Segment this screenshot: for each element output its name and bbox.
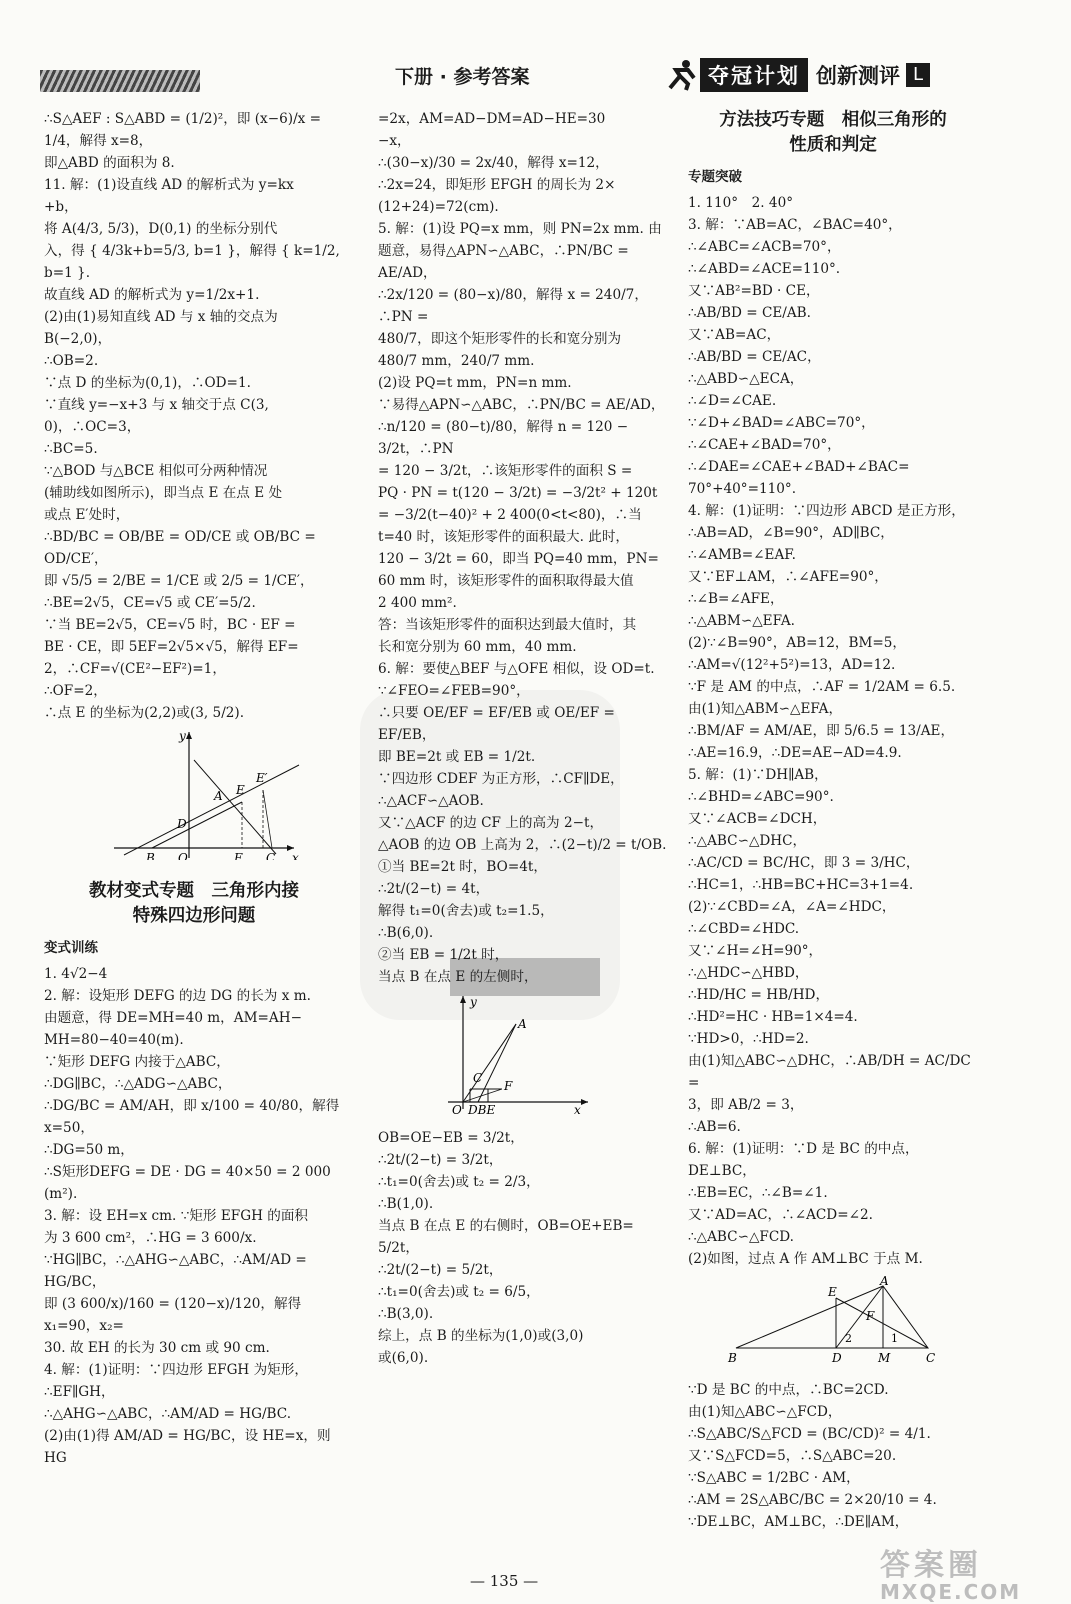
text-line: ∵HD>0，∴HD=2. xyxy=(688,1031,809,1047)
text-line: 3. 解：∵AB=AC，∠BAC=40°， xyxy=(688,217,902,233)
fig3-label-m: M xyxy=(878,1351,891,1365)
figure-1-coordinate-plot xyxy=(44,730,344,860)
text-line: 4. 解：(1)证明：∵四边形 ABCD 是正方形， xyxy=(688,503,965,519)
text-line: 70°+40°=110°. xyxy=(688,481,797,497)
text-line: 5. 解：(1)∵DH∥AB， xyxy=(688,767,828,783)
text-line: 当点 B 在点 E 的左侧时， xyxy=(378,969,538,985)
text-line: 11. 解：(1)设直线 AD 的解析式为 y=kx xyxy=(44,177,294,193)
text-line: ∴∠CBD=∠HDC. xyxy=(688,921,800,937)
text-line: 60 mm 时，该矩形零件的面积取得最大值 xyxy=(378,573,634,589)
text-line: ∴△AHG∽△ABC，∴AM/AD = HG/BC. xyxy=(44,1406,292,1422)
text-line: ∴AE=16.9，∴DE=AE−AD=4.9. xyxy=(688,745,902,761)
fig1-label-e: E xyxy=(236,783,245,797)
fig3-label-c: C xyxy=(926,1351,936,1365)
text-line: ∴(30−x)/30 = 2x/40，解得 x=12， xyxy=(378,155,609,171)
col2-text xyxy=(378,108,668,988)
text-line: ∴n/120 = (80−t)/80，解得 n = 120 − 3/2t，∴PN xyxy=(378,419,629,457)
text-line: ∴只要 OE/EF = EF/EB 或 OE/EF = EF/EB， xyxy=(378,705,615,743)
text-line: ∴AM=√(12²+5²)=13，AD=12. xyxy=(688,657,896,673)
text-line: ∴B(1,0). xyxy=(378,1196,434,1212)
text-line: ∴2t/(2−t) = 5/2t， xyxy=(378,1262,503,1278)
text-line: 综上，点 B 的坐标为(1,0)或(3,0) xyxy=(378,1328,584,1344)
text-line: ∵直线 y=−x+3 与 x 轴交于点 C(3, xyxy=(44,397,269,413)
col1-text-2 xyxy=(44,963,344,1469)
text-line: 又∵AB=AC， xyxy=(688,327,781,343)
text-line: 即 √5/5 = 2/BE = 1/CE 或 2/5 = 1/CE′， xyxy=(44,573,314,589)
text-line: 入，得 { 4/3k+b=5/3, b=1 }，解得 { k=1/2, b=1 }. xyxy=(44,243,340,281)
fig2-label-a: A xyxy=(518,1017,527,1031)
text-line: ∴B(3,0). xyxy=(378,1306,434,1322)
section-title-line-1: 方法技巧专题 相似三角形的 xyxy=(719,110,947,130)
fig1-label-d: D xyxy=(177,817,187,831)
text-line: 又∵∠ACB=∠DCH， xyxy=(688,811,827,827)
text-line: ∵△BOD 与△BCE 相似可分两种情况 xyxy=(44,463,268,479)
text-line: 即 BE=2t 或 EB = 1/2t. xyxy=(378,749,536,765)
fig2-label-y: y xyxy=(470,995,477,1009)
fig2-label-o: O xyxy=(452,1103,462,1114)
text-line: 6. 解：(1)证明：∵D 是 BC 的中点，DE⊥BC， xyxy=(688,1141,919,1179)
text-line: = 120 − 3/2t，∴该矩形零件的面积 S = xyxy=(378,463,633,479)
fig1-label-e-prime: E′ xyxy=(256,771,268,785)
text-line: 3. 解：设 EH=x cm. ∵矩形 EFGH 的面积 xyxy=(44,1208,309,1224)
col3-text-2 xyxy=(688,1379,978,1533)
text-line: ∵∠FEO=∠FEB=90°， xyxy=(378,683,530,699)
text-line: 480/7，即这个矩形零件的长和宽分别为 xyxy=(378,331,622,347)
fig2-label-c: C xyxy=(473,1071,483,1085)
text-line: ∴AM = 2S△ABC/BC = 2×20/10 = 4. xyxy=(688,1492,937,1508)
text-line: ①当 BE=2t 时，BO=4t， xyxy=(378,859,547,875)
fig1-label-o: O xyxy=(178,851,188,860)
site-watermark xyxy=(880,1540,1021,1604)
text-line: MH=80−40=40(m). xyxy=(44,1032,184,1048)
text-line: 又∵AD=AC，∴∠ACD=∠2. xyxy=(688,1207,873,1223)
text-line: ∵易得△APN∽△ABC，∴PN/BC = AE/AD， xyxy=(378,397,665,413)
text-line: ∴2x=24，即矩形 EFGH 的周长为 2× xyxy=(378,177,616,193)
text-line: ∵矩形 DEFG 内接于△ABC， xyxy=(44,1054,230,1070)
text-line: ∴2t/(2−t) = 3/2t， xyxy=(378,1152,503,1168)
fig1-label-f: F xyxy=(234,851,243,860)
text-line: 由题意，得 DE=MH=40 m，AM=AH− xyxy=(44,1010,302,1026)
text-line: 又∵AB²=BD · CE， xyxy=(688,283,820,299)
subheading-topic-breakthrough: 专题突破 xyxy=(688,169,742,185)
text-line: (2)由(1)易知直线 AD 与 x 轴的交点为 xyxy=(44,309,278,325)
text-line: ∴点 E 的坐标为(2,2)或(3, 5/2). xyxy=(44,705,245,721)
text-line: 2. 解：设矩形 DEFG 的边 DG 的长为 x m. xyxy=(44,988,311,1004)
text-line: 4. 解：(1)证明：∵四边形 EFGH 为矩形， xyxy=(44,1362,308,1378)
text-line: 由(1)知△ABC∽△FCD， xyxy=(688,1404,842,1420)
text-line: ∵四边形 CDEF 为正方形，∴CF∥DE， xyxy=(378,771,624,787)
section-title-inscribed xyxy=(44,879,344,929)
watermark-line-1: 答案圈 xyxy=(880,1548,982,1583)
section-title-line-2: 特殊四边形问题 xyxy=(132,906,256,926)
fig3-label-d: D xyxy=(832,1351,842,1365)
fig1-label-c: C xyxy=(266,851,276,860)
text-line: ∴△ACF∽△AOB. xyxy=(378,793,484,809)
text-line: (辅助线如图所示)，即当点 E 在点 E 处 xyxy=(44,485,283,501)
text-line: ∴HD²=HC · HB=1×4=4. xyxy=(688,1009,858,1025)
text-line: 又∵S△FCD=5，∴S△ABC=20. xyxy=(688,1448,897,1464)
brand-name: 夺冠计划 xyxy=(700,58,808,92)
text-line: ∴∠B=∠AFE， xyxy=(688,591,784,607)
text-line: ∴BE=2√5，CE=√5 或 CE′=5/2. xyxy=(44,595,256,611)
text-line: ∴△ABC∽△DHC， xyxy=(688,833,807,849)
fig3-label-a: A xyxy=(880,1276,889,1288)
text-line: ∴△ABM∽△EFA. xyxy=(688,613,795,629)
text-line: ∴t₁=0(舍去)或 t₂ = 2/3， xyxy=(378,1174,540,1190)
text-line: 480/7 mm，240/7 mm. xyxy=(378,353,535,369)
text-line: ∴AC/CD = BC/HC，即 3 = 3/HC， xyxy=(688,855,920,871)
text-line: ∴∠AMB=∠EAF. xyxy=(688,547,796,563)
text-line: ∴AB=AD，∠B=90°，AD∥BC， xyxy=(688,525,894,541)
column-2 xyxy=(378,108,668,1369)
figure-2-coordinate-plot xyxy=(378,994,668,1114)
text-line: 将 A(4/3, 5/3)，D(0,1) 的坐标分别代 xyxy=(44,221,278,237)
text-line: ∴S△AEF : S△ABD = (1/2)²，即 (x−6)/x = xyxy=(44,111,322,127)
header-title: 下册 · 参考答案 xyxy=(395,66,530,88)
text-line: ∵F 是 AM 的中点，∴AF = 1/2AM = 6.5. xyxy=(688,679,956,695)
text-line: 2，∴CF=√(CE²−EF²)=1， xyxy=(44,661,226,677)
text-line: −x， xyxy=(378,133,411,149)
text-line: (12+24)=72(cm). xyxy=(378,199,499,215)
subheading-variant-training: 变式训练 xyxy=(44,940,98,956)
text-line: ∴∠D=∠CAE. xyxy=(688,393,777,409)
section-title-line-1: 教材变式专题 三角形内接 xyxy=(89,881,299,901)
text-line: ∴S△ABC/S△FCD = (BC/CD)² = 4/1. xyxy=(688,1426,931,1442)
page-number: — 135 — xyxy=(470,1572,539,1590)
text-line: ∴HD/HC = HB/HD， xyxy=(688,987,830,1003)
text-line: (2)∵∠B=90°，AB=12，BM=5， xyxy=(688,635,906,651)
text-line: 1. 4√2−4 xyxy=(44,966,108,982)
brand-sub: 创新测评 xyxy=(816,64,900,88)
text-line: ∵S△ABC = 1/2BC · AM， xyxy=(688,1470,860,1486)
text-line: ∴DG∥BC，∴△ADG∽△ABC， xyxy=(44,1076,232,1092)
text-line: 30. 故 EH 的长为 30 cm 或 90 cm. xyxy=(44,1340,270,1356)
text-line: ∴HC=1，∴HB=BC+HC=3+1=4. xyxy=(688,877,914,893)
fig2-label-f: F xyxy=(504,1079,513,1093)
text-line: ∴DG/BC = AM/AH，即 x/100 = 40/80，解得 x=50， xyxy=(44,1098,340,1136)
text-line: BE · CE，即 5EF=2√5×√5，解得 EF= xyxy=(44,639,299,655)
text-line: ∵HG∥BC，∴△AHG∽△ABC，∴AM/AD = HG/BC， xyxy=(44,1252,307,1290)
col3-text xyxy=(688,192,978,1270)
column-3 xyxy=(688,108,978,1533)
page-header xyxy=(0,0,1071,100)
text-line: ∴∠ABC=∠ACB=70°， xyxy=(688,239,841,255)
fig1-label-b: B xyxy=(146,851,155,860)
text-line: ∴EF∥GH， xyxy=(44,1384,115,1400)
text-line: ∴△ABC∽△FCD. xyxy=(688,1229,794,1245)
text-line: (2)设 PQ=t mm，PN=n mm. xyxy=(378,375,572,391)
text-line: 5. 解：(1)设 PQ=x mm，则 PN=2x mm. 由 xyxy=(378,221,662,237)
text-line: ∴BC=5. xyxy=(44,441,98,457)
text-line: (2)由(1)得 AM/AD = HG/BC，设 HE=x，则 HG xyxy=(44,1428,331,1466)
text-line: 由(1)知△ABM∽△EFA， xyxy=(688,701,843,717)
text-line: t=40 时，该矩形零件的面积最大. 此时， xyxy=(378,529,630,545)
text-line: 1. 110° 2. 40° xyxy=(688,195,794,211)
fig3-label-f: F xyxy=(866,1309,875,1323)
fig1-label-a: A xyxy=(214,789,223,803)
fig3-label-1: 1 xyxy=(891,1332,898,1345)
text-line: ∴AB=6. xyxy=(688,1119,741,1135)
text-line: ∴∠DAE=∠CAE+∠BAD+∠BAC= xyxy=(688,459,910,475)
watermark-line-2: MXQE.COM xyxy=(880,1580,1022,1604)
text-line: ∴∠CAE+∠BAD=70°， xyxy=(688,437,841,453)
text-line: ∴∠ABD=∠ACE=110°. xyxy=(688,261,841,277)
text-line: 或点 E′处时， xyxy=(44,507,130,523)
text-line: 5/2t， xyxy=(378,1240,419,1256)
text-line: ∵D 是 BC 的中点，∴BC=2CD. xyxy=(688,1382,889,1398)
text-line: ∵DE⊥BC，AM⊥BC，∴DE∥AM， xyxy=(688,1514,909,1530)
col1-text xyxy=(44,108,344,724)
text-line: 解得 t₁=0(舍去)或 t₂=1.5， xyxy=(378,903,554,919)
text-line: ∵∠D+∠BAD=∠ABC=70°， xyxy=(688,415,875,431)
text-line: ∴∠BHD=∠ABC=90°. xyxy=(688,789,834,805)
text-line: (2)∵∠CBD=∠A，∠A=∠HDC， xyxy=(688,899,896,915)
column-1 xyxy=(44,108,344,1469)
runner-icon xyxy=(660,58,700,92)
text-line: 0)，∴OC=3， xyxy=(44,419,141,435)
fig1-label-x: x xyxy=(292,851,299,860)
text-line: 120 − 3/2t = 60，即当 PQ=40 mm，PN= xyxy=(378,551,659,567)
text-line: ∴AB/BD = CE/AB. xyxy=(688,305,811,321)
text-line: = −3/2(t−40)² + 2 400(0<t<80)，∴当 xyxy=(378,507,642,523)
fig3-label-b: B xyxy=(728,1351,737,1365)
fig2-label-x: x xyxy=(574,1103,581,1114)
text-line: ∴BM/AF = AM/AE，即 5/6.5 = 13/AE， xyxy=(688,723,955,739)
text-line: 当点 B 在点 E 的右侧时，OB=OE+EB= xyxy=(378,1218,634,1234)
brand-mark: L xyxy=(906,63,930,87)
text-line: ∴t₁=0(舍去)或 t₂ = 6/5， xyxy=(378,1284,540,1300)
text-line: 又∵∠H=∠H=90°， xyxy=(688,943,823,959)
text-line: ∵点 D 的坐标为(0,1)，∴OD=1. xyxy=(44,375,251,391)
fig2-label-dbe: DBE xyxy=(468,1103,496,1114)
text-line: ∴EB=EC，∴∠B=∠1. xyxy=(688,1185,828,1201)
text-line: ∴△ABD∽△ECA， xyxy=(688,371,804,387)
fig3-label-2: 2 xyxy=(845,1332,852,1345)
text-line: ∴△HDC∽△HBD， xyxy=(688,965,809,981)
text-line: ∴B(6,0). xyxy=(378,925,434,941)
text-line: ∵当 BE=2√5，CE=√5 时，BC · EF = xyxy=(44,617,296,633)
text-line: ∴S矩形DEFG = DE · DG = 40×50 = 2 000 xyxy=(44,1164,331,1180)
text-line: 2 400 mm². xyxy=(378,595,457,611)
text-line: 3，即 AB/2 = 3， xyxy=(688,1097,804,1113)
fig3-label-e: E xyxy=(828,1285,837,1299)
text-line: ∴DG=50 m， xyxy=(44,1142,134,1158)
text-line: 故直线 AD 的解析式为 y=1/2x+1. xyxy=(44,287,260,303)
section-title-line-2: 性质和判定 xyxy=(789,135,877,155)
text-line: 长和宽分别为 60 mm，40 mm. xyxy=(378,639,577,655)
text-line: 由(1)知△ABC∽△DHC，∴AB/DH = AC/DC = xyxy=(688,1053,971,1091)
text-line: ∴2x/120 = (80−x)/80，解得 x = 240/7，∴PN = xyxy=(378,287,648,325)
text-line: +b， xyxy=(44,199,78,215)
figure-3-triangle xyxy=(688,1276,978,1366)
text-line: 为 3 600 cm²，∴HG = 3 600/x. xyxy=(44,1230,257,1246)
text-line: 答：当该矩形零件的面积达到最大值时，其 xyxy=(378,617,637,633)
text-line: (m²). xyxy=(44,1186,78,1202)
text-line: ②当 EB = 1/2t 时， xyxy=(378,947,509,963)
text-line: ∴AB/BD = CE/AC， xyxy=(688,349,821,365)
text-line: 或(6,0). xyxy=(378,1350,429,1366)
header-stripes xyxy=(40,70,200,92)
text-line: (2)如图，过点 A 作 AM⊥BC 于点 M. xyxy=(688,1251,923,1267)
text-line: =2x，AM=AD−DM=AD−HE=30 xyxy=(378,111,606,127)
text-line: B(−2,0)， xyxy=(44,331,112,347)
text-line: 又∵EF⊥AM，∴∠AFE=90°， xyxy=(688,569,888,585)
text-line: △AOB 的边 OB 上高为 2，∴(2−t)/2 = t/OB. xyxy=(378,837,667,853)
text-line: 1/4，解得 x=8， xyxy=(44,133,153,149)
text-line: ∴BD/BC = OB/BE = OD/CE 或 OB/BC = OD/CE′， xyxy=(44,529,316,567)
text-line: OB=OE−EB = 3/2t， xyxy=(378,1130,524,1146)
text-line: 又∵△ACF 的边 CF 上的高为 2−t， xyxy=(378,815,604,831)
col2-text-2 xyxy=(378,1127,668,1369)
text-line: ∴OB=2. xyxy=(44,353,99,369)
section-title-similar xyxy=(688,108,978,158)
text-line: 题意，易得△APN∽△ABC，∴PN/BC = AE/AD， xyxy=(378,243,629,281)
text-line: ∴2t/(2−t) = 4t， xyxy=(378,881,490,897)
text-line: 6. 解：要使△BEF 与△OFE 相似，设 OD=t. xyxy=(378,661,655,677)
text-line: PQ · PN = t(120 − 3/2t) = −3/2t² + 120t xyxy=(378,485,658,501)
brand-logo-block xyxy=(660,58,930,92)
fig1-label-y: y xyxy=(179,730,186,743)
text-line: 即△ABD 的面积为 8. xyxy=(44,155,175,171)
text-line: ∴OF=2， xyxy=(44,683,107,699)
text-line: 即 (3 600/x)/160 = (120−x)/120，解得 x₁=90，x₂= xyxy=(44,1296,302,1334)
